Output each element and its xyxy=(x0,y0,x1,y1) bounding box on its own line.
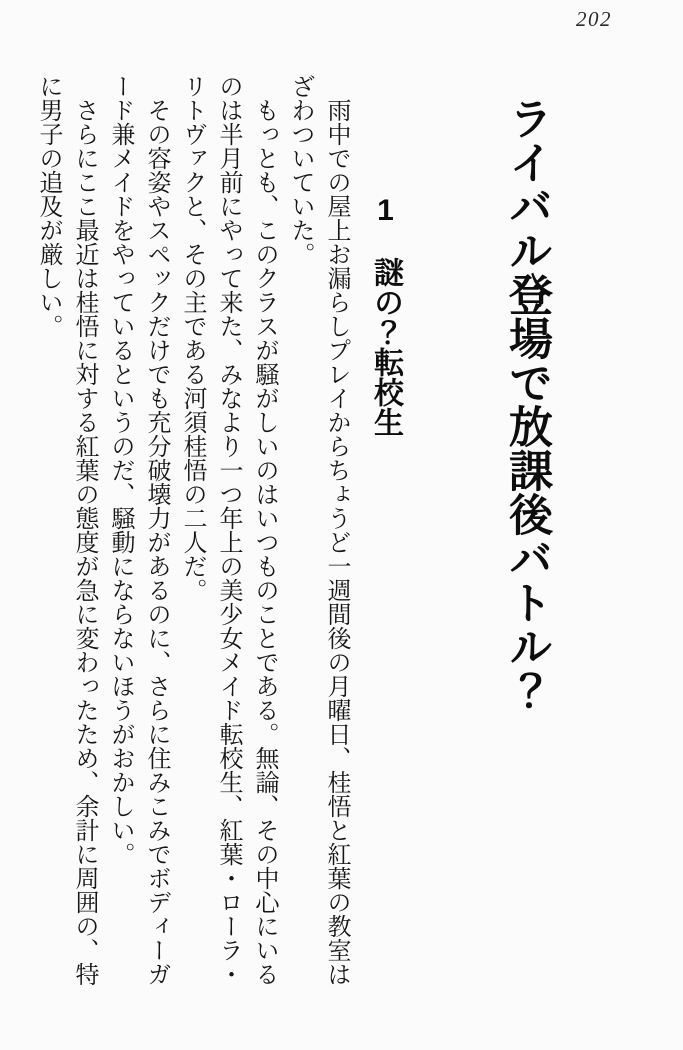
section-heading: 1 謎の？転校生 xyxy=(369,194,402,437)
paragraph: もっとも、このクラスが騒がしいのはいつものことである。無論、その中心にいるのは半月前にやって来た、みなより一つ年上の美少女メイド転校生、紅葉・ローラ・リトヴァクと、その主である河須桂悟の二人だ。 xyxy=(179,74,277,986)
chapter-title: ライバル登場で放課後バトル？ xyxy=(502,96,551,712)
paragraph: その容姿やスペックだけでも充分破壊力があるのに、さらに住みこみでボディーガード兼メイドをやっているというのだ、騒動にならないほうがおかしい。 xyxy=(107,74,169,986)
paragraph: 雨中での屋上お漏らしプレイからちょうど一週間後の月曜日、桂悟と紅葉の教室はざわついていた。 xyxy=(287,74,349,986)
page-number: 202 xyxy=(576,7,612,31)
paragraph: さらにここ最近は桂悟に対する紅葉の態度が急に変わったため、余計に周囲の、特に男子の追及が厳しい。 xyxy=(35,74,97,986)
body-text xyxy=(28,74,354,995)
